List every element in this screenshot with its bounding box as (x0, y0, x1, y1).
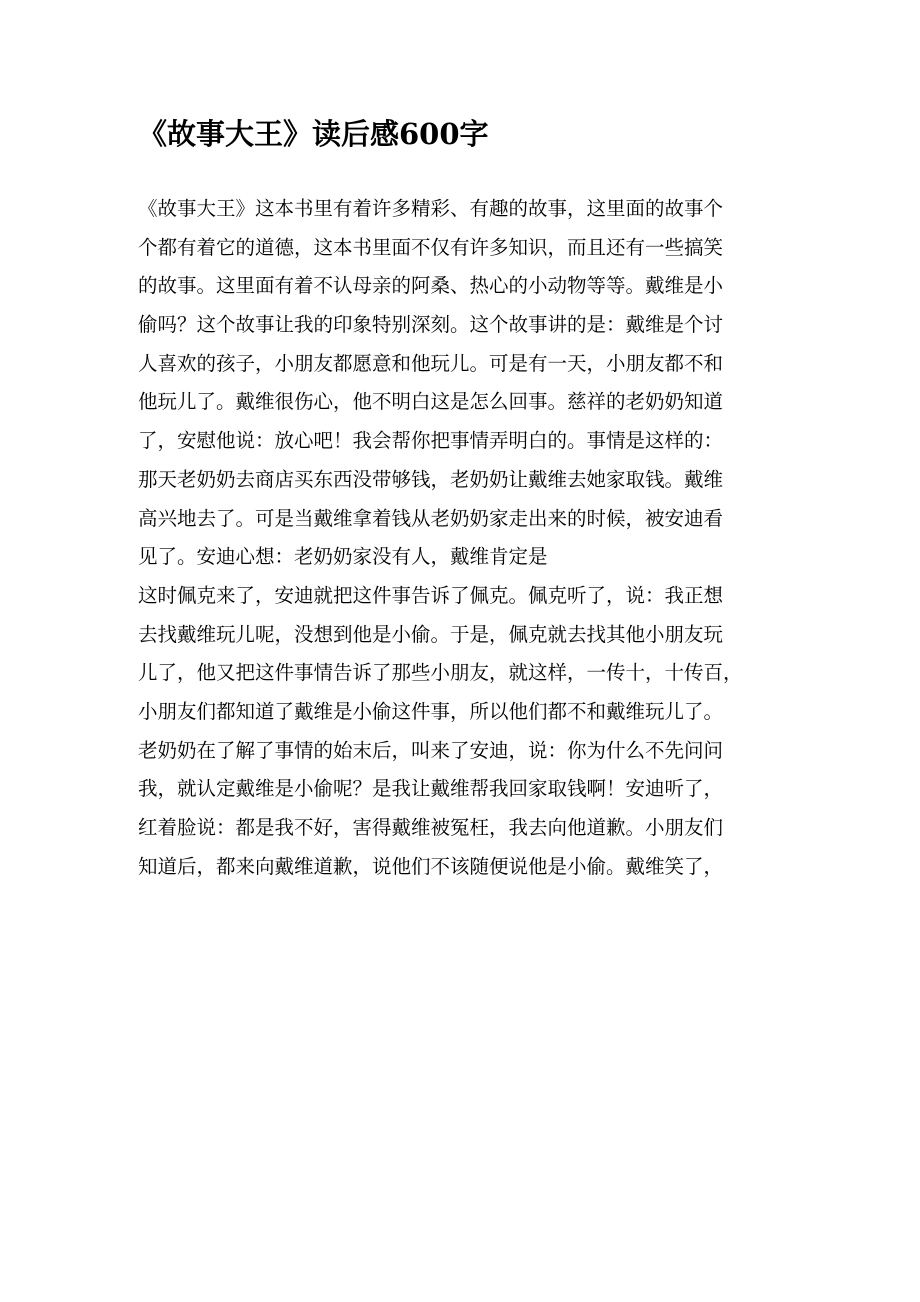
body-line: 了，安慰他说：放心吧！我会帮你把事情弄明白的。事情是这样的： (138, 429, 724, 453)
body-line: 知道后，都来向戴维道歉，说他们不该随便说他是小偷。戴维笑了， (138, 854, 724, 878)
body-line: 儿了，他又把这件事情告诉了那些小朋友，就这样，一传十，十传百， (138, 661, 743, 685)
body-line: 红着脸说：都是我不好，害得戴维被冤枉，我去向他道歉。小朋友们 (138, 816, 724, 839)
body-line: 高兴地去了。可是当戴维拿着钱从老奶奶家走出来的时候，被安迪看 (138, 506, 724, 530)
body-line: 去找戴维玩儿呢，没想到他是小偷。于是，佩克就去找其他小朋友玩 (138, 622, 724, 646)
body-line: 那天老奶奶去商店买东西没带够钱，老奶奶让戴维去她家取钱。戴维 (138, 467, 724, 491)
body-line: 偷吗？这个故事让我的印象特别深刻。这个故事讲的是：戴维是个讨 (138, 313, 724, 337)
body-line: 个都有着它的道德，这本书里面不仅有许多知识，而且还有一些搞笑 (138, 235, 724, 259)
body-line: 我，就认定戴维是小偷呢？是我让戴维帮我回家取钱啊！安迪听了， (138, 777, 724, 801)
body-line: 人喜欢的孩子，小朋友都愿意和他玩儿。可是有一天，小朋友都不和 (138, 351, 724, 375)
body-line: 《故事大王》这本书里有着许多精彩、有趣的故事，这里面的故事个 (138, 197, 724, 220)
body-line: 这时佩克来了，安迪就把这件事告诉了佩克。佩克听了，说：我正想 (138, 583, 724, 607)
body-line: 的故事。这里面有着不认母亲的阿桑、热心的小动物等等。戴维是小 (138, 274, 724, 298)
body-line: 老奶奶在了解了事情的始末后，叫来了安迪，说：你为什么不先问问 (138, 738, 724, 762)
document-body (138, 190, 798, 886)
body-line: 他玩儿了。戴维很伤心，他不明白这是怎么回事。慈祥的老奶奶知道 (138, 390, 724, 414)
body-line: 小朋友们都知道了戴维是小偷这件事，所以他们都不和戴维玩儿了。 (138, 699, 724, 723)
document-title: 《故事大王》读后感600字 (138, 117, 489, 151)
body-line: 见了。安迪心想：老奶奶家没有人，戴维肯定是 (138, 545, 548, 569)
